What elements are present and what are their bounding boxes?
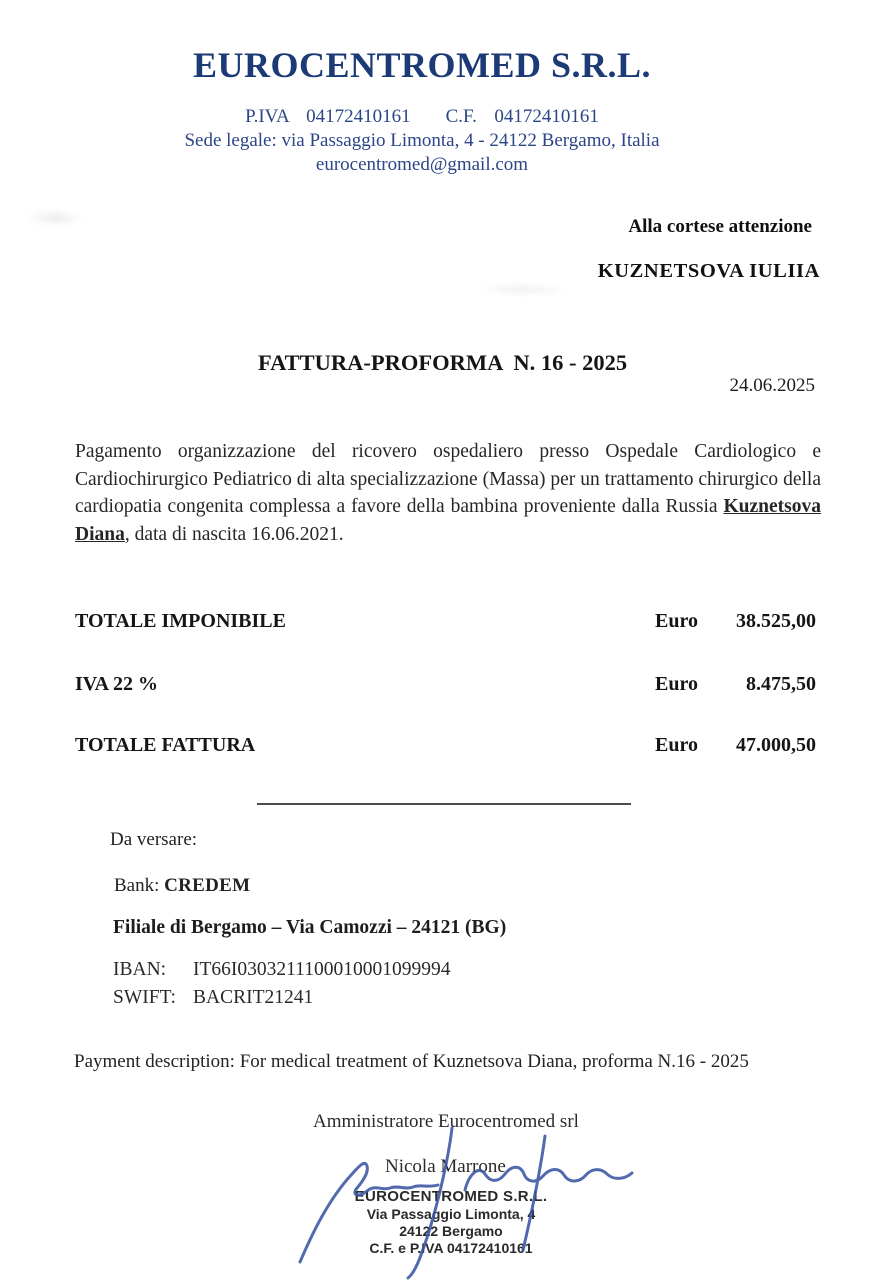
company-address: Sede legale: via Passaggio Limonta, 4 - 24122 Bergamo, Italia [184,130,660,151]
company-stamp [337,1188,565,1257]
iban-label: IBAN: [113,959,167,980]
total-amount: 38.525,00 [736,610,816,632]
invoice-title: FATTURA-PROFORMA N. 16 - 2025 [258,350,628,375]
swift-value: BACRIT21241 [193,987,314,1008]
bank-label: Bank: [114,875,165,896]
description-text-after: , data di nascita 16.06.2021. [124,523,344,545]
horizontal-divider [257,803,631,805]
currency-label: Euro [655,734,698,756]
signer-name: Nicola Marrone [385,1156,506,1177]
attention-label: Alla cortese attenzione [628,216,812,237]
company-email: eurocentromed@gmail.com [315,154,529,175]
da-versare-label: Da versare: [110,829,198,850]
total-row-imponibile [75,610,816,636]
payment-description: Payment description: For medical treatment of Kuznetsova Diana, proforma N.16 - 2025 [74,1051,749,1072]
description-text-before: Pagamento organizzazione del ricovero ospedaliero presso Ospedale Cardiologico e Cardiochirurgico Pediatrico di alta specializzazione (Massa) per un trattamento chirurgico della cardiopatia congenita complessa a favore della bambina proveniente dalla Russia [75,441,821,517]
total-amount: 8.475,50 [746,673,816,695]
total-amount: 47.000,50 [736,734,816,756]
attention-recipient-name: KUZNETSOVA IULIIA [597,260,820,282]
bank-branch: Filiale di Bergamo – Via Camozzi – 24121 (BG) [113,917,507,938]
total-label: TOTALE IMPONIBILE [75,610,286,632]
total-label: IVA 22 % [75,673,158,695]
currency-label: Euro [655,673,698,695]
patient-name-bold: Kuznetsova Diana [75,496,821,545]
total-label: TOTALE FATTURA [75,734,256,756]
bank-line [114,875,250,897]
invoice-date: 24.06.2025 [729,375,815,396]
service-description-paragraph [75,438,821,548]
stamp-company-name: EUROCENTROMED S.R.L. [354,1188,548,1205]
swift-label: SWIFT: [113,987,176,1008]
swift-line [113,987,313,1009]
currency-label: Euro [655,610,698,632]
total-row-fattura [75,734,816,760]
company-name: EUROCENTROMED S.R.L. [192,45,652,85]
administrator-role-line: Amministratore Eurocentromed srl [313,1111,579,1132]
company-piva-cf: P.IVA 04172410161 C.F. 04172410161 [245,106,599,127]
stamp-address: Via Passaggio Limonta, 4 [366,1206,536,1222]
iban-value: IT66I0303211100010001099994 [193,959,451,980]
total-row-iva [75,673,816,699]
scan-smudge [475,283,570,296]
stamp-city: 24122 Bergamo [399,1223,503,1239]
stamp-fiscal-code: C.F. e P.IVA 04172410161 [369,1240,533,1256]
bank-name: CREDEM [164,875,251,896]
scan-smudge [25,210,85,226]
iban-line [113,959,450,981]
